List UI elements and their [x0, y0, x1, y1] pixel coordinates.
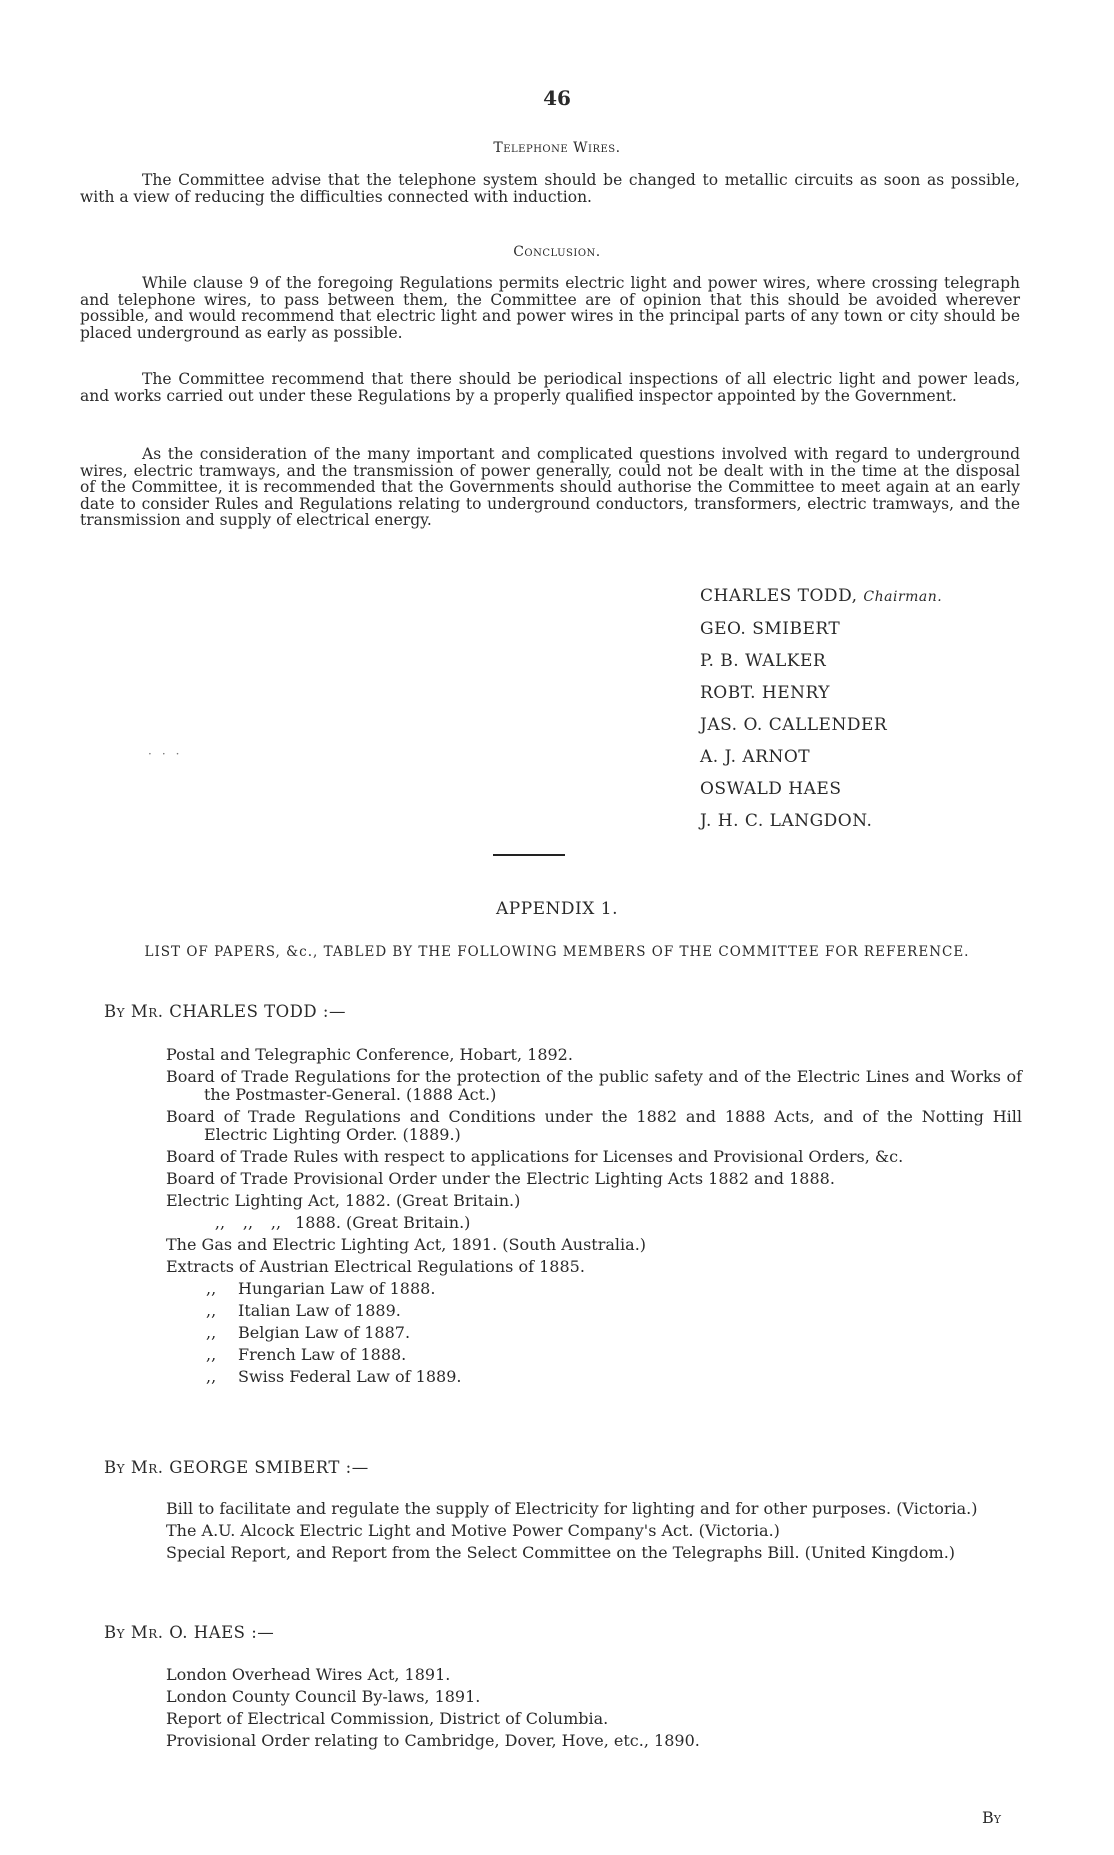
list-item: The A.U. Alcock Electric Light and Motive Power Company's Act. (Victoria.): [166, 1521, 780, 1540]
signatory: GEO. SMIBERT: [700, 619, 841, 639]
list-item: Extracts of Austrian Electrical Regulations of 1885.: [166, 1257, 585, 1276]
signatory: ROBT. HENRY: [700, 683, 830, 703]
list-item: London County Council By-laws, 1891.: [166, 1687, 481, 1706]
catchword: By: [982, 1808, 1002, 1827]
member-heading-smibert: By Mr. GEORGE SMIBERT :—: [104, 1458, 369, 1477]
todd-papers-list: [166, 1046, 1022, 1390]
list-item-ditto: ,, ,, ,, 1888. (Great Britain.): [214, 1213, 471, 1232]
list-item: Provisional Order relating to Cambridge, Dover, Hove, etc., 1890.: [166, 1731, 700, 1750]
list-sub-item: ,, Hungarian Law of 1888.: [206, 1279, 436, 1298]
list-item: Electric Lighting Act, 1882. (Great Britain.): [166, 1191, 521, 1210]
list-item: Special Report, and Report from the Select Committee on the Telegraphs Bill. (United Kingdom.): [166, 1543, 956, 1562]
list-item: Board of Trade Regulations and Conditions under the 1882 and 1888 Acts, and of the Notting Hill Electric Lighting Order. (1889.): [166, 1107, 1022, 1144]
list-sub-item: ,, Belgian Law of 1887.: [206, 1323, 411, 1342]
signatory: P. B. WALKER: [700, 651, 827, 671]
signatory: A. J. ARNOT: [700, 747, 811, 767]
list-sub-item: ,, Swiss Federal Law of 1889.: [206, 1367, 462, 1386]
conclusion-paragraph-3: As the consideration of the many important and complicated questions involved with regard to underground wires, electric tramways, and the transmission of power generally, could not be dealt with in the time at the disposal of the Committee, it is recommended that the Governments should authorise the Committee to meet again at an early date to consider Rules and Regulations relating to underground conductors, transformers, electric tramways, and the transmission and supply of electrical energy.: [80, 445, 1020, 529]
telephone-paragraph: The Committee advise that the telephone system should be changed to metallic circuits as soon as possible, with a view of reducing the difficulties connected with induction.: [80, 171, 1020, 206]
haes-papers-list: [166, 1666, 1022, 1754]
list-sub-item: ,, French Law of 1888.: [206, 1345, 407, 1364]
list-item: Report of Electrical Commission, District of Columbia.: [166, 1709, 609, 1728]
telephone-heading: Telephone Wires.: [493, 140, 621, 156]
conclusion-paragraph-2: The Committee recommend that there should be periodical inspections of all electric light and power leads, and works carried out under these Regulations by a properly qualified inspector appointed by the Government.: [80, 370, 1020, 405]
list-item: London Overhead Wires Act, 1891.: [166, 1665, 451, 1684]
signatory-chairman: CHARLES TODD, Chairman.: [700, 586, 943, 606]
print-specks: ···: [148, 747, 190, 761]
page-number: 46: [543, 86, 571, 110]
smibert-papers-list: [166, 1500, 1022, 1566]
list-item: Postal and Telegraphic Conference, Hobart, 1892.: [166, 1045, 573, 1064]
list-item: Bill to facilitate and regulate the supply of Electricity for lighting and for other purposes. (Victoria.): [166, 1499, 978, 1518]
signatory: OSWALD HAES: [700, 779, 842, 799]
appendix-title: APPENDIX 1.: [495, 899, 618, 919]
signatory: J. H. C. LANGDON.: [700, 811, 873, 831]
list-item: The Gas and Electric Lighting Act, 1891. (South Australia.): [166, 1235, 647, 1254]
conclusion-heading: Conclusion.: [513, 244, 601, 260]
section-divider: [493, 854, 565, 856]
member-heading-todd: By Mr. CHARLES TODD :—: [104, 1002, 346, 1021]
signatories-block: [700, 580, 942, 837]
list-item: Board of Trade Provisional Order under the Electric Lighting Acts 1882 and 1888.: [166, 1169, 835, 1188]
appendix-subtitle: LIST OF PAPERS, &c., TABLED BY THE FOLLOWING MEMBERS OF THE COMMITTEE FOR REFERENCE.: [144, 944, 970, 960]
list-sub-item: ,, Italian Law of 1889.: [206, 1301, 401, 1320]
conclusion-paragraph-1: While clause 9 of the foregoing Regulations permits electric light and power wires, where crossing telegraph and telephone wires, to pass between them, the Committee are of opinion that this should be avoided wherever possible, and would recommend that electric light and power wires in the principal parts of any town or city should be placed underground as early as possible.: [80, 274, 1020, 342]
signatory: JAS. O. CALLENDER: [700, 715, 888, 735]
list-item: Board of Trade Rules with respect to applications for Licenses and Provisional Orders, &c.: [166, 1147, 904, 1166]
member-heading-haes: By Mr. O. HAES :—: [104, 1623, 275, 1642]
list-item: Board of Trade Regulations for the protection of the public safety and of the Electric Lines and Works of the Postmaster-General. (1888 Act.): [166, 1067, 1022, 1104]
